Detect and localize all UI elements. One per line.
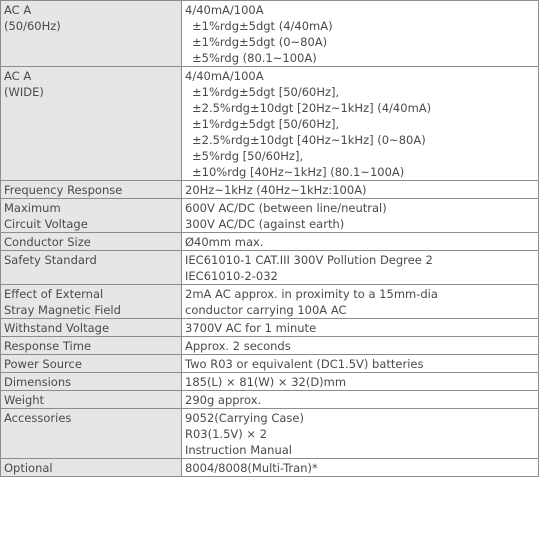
spec-label-line: (50/60Hz) (4, 19, 61, 33)
spec-value-cell (182, 1, 539, 67)
specifications-table-body (1, 1, 539, 477)
spec-label-line: Withstand Voltage (4, 321, 110, 335)
spec-value-line: 20Hz~1kHz (40Hz~1kHz:100A) (185, 183, 367, 197)
spec-label-line: Dimensions (4, 375, 72, 389)
spec-label-line: Weight (4, 393, 45, 407)
spec-value-cell (182, 391, 539, 409)
spec-value-line: ±10%rdg [40Hz~1kHz] (80.1~100A) (192, 165, 405, 179)
spec-value-cell (182, 251, 539, 285)
spec-value-line: Approx. 2 seconds (185, 339, 291, 353)
spec-row (1, 355, 539, 373)
spec-row (1, 181, 539, 199)
spec-value-line: ±1%rdg±5dgt [50/60Hz], (192, 85, 340, 99)
spec-label-line: Safety Standard (4, 253, 97, 267)
spec-value-cell (182, 285, 539, 319)
spec-value-line: ±1%rdg±5dgt (4/40mA) (192, 19, 333, 33)
spec-row (1, 285, 539, 319)
spec-value-line: conductor carrying 100A AC (185, 303, 347, 317)
spec-label-line: Effect of External (4, 287, 104, 301)
spec-label-cell (1, 199, 182, 233)
spec-value-cell (182, 459, 539, 477)
spec-value-line: IEC61010-2-032 (185, 269, 278, 283)
spec-label-cell (1, 409, 182, 459)
spec-value-line: Ø40mm max. (185, 235, 264, 249)
spec-label-cell (1, 285, 182, 319)
spec-label-cell (1, 337, 182, 355)
spec-value-line: 4/40mA/100A (185, 3, 264, 17)
spec-value-cell (182, 355, 539, 373)
spec-label-line: Power Source (4, 357, 82, 371)
spec-value-line: ±5%rdg [50/60Hz], (192, 149, 304, 163)
spec-row (1, 251, 539, 285)
spec-row (1, 199, 539, 233)
spec-value-line: IEC61010-1 CAT.III 300V Pollution Degree 2 (185, 253, 433, 267)
spec-row (1, 319, 539, 337)
spec-value-line: R03(1.5V) × 2 (185, 427, 268, 441)
spec-value-line: ±5%rdg (80.1~100A) (192, 51, 317, 65)
spec-label-cell (1, 67, 182, 181)
spec-value-line: 290g approx. (185, 393, 262, 407)
spec-row (1, 337, 539, 355)
spec-row (1, 67, 539, 181)
spec-label-line: Stray Magnetic Field (4, 303, 121, 317)
spec-value-line: 600V AC/DC (between line/neutral) (185, 201, 387, 215)
spec-value-cell (182, 409, 539, 459)
spec-label-cell (1, 355, 182, 373)
spec-label-cell (1, 459, 182, 477)
spec-row (1, 391, 539, 409)
spec-value-line: 185(L) × 81(W) × 32(D)mm (185, 375, 347, 389)
spec-label-line: Circuit Voltage (4, 217, 88, 231)
spec-row (1, 459, 539, 477)
spec-label-line: AC A (4, 69, 32, 83)
spec-label-cell (1, 391, 182, 409)
spec-value-line: Two R03 or equivalent (DC1.5V) batteries (185, 357, 424, 371)
spec-value-line: 4/40mA/100A (185, 69, 264, 83)
spec-value-line: Instruction Manual (185, 443, 292, 457)
spec-label-line: Maximum (4, 201, 61, 215)
spec-value-line: 3700V AC for 1 minute (185, 321, 317, 335)
spec-value-cell (182, 373, 539, 391)
spec-value-cell (182, 181, 539, 199)
spec-label-line: Accessories (4, 411, 72, 425)
spec-label-cell (1, 1, 182, 67)
spec-label-line: Frequency Response (4, 183, 123, 197)
spec-label-line: Response Time (4, 339, 92, 353)
spec-label-line: AC A (4, 3, 32, 17)
spec-value-line: 2mA AC approx. in proximity to a 15mm-dia (185, 287, 438, 301)
spec-row (1, 409, 539, 459)
spec-value-line: 300V AC/DC (against earth) (185, 217, 345, 231)
spec-label-line: Conductor Size (4, 235, 91, 249)
spec-label-cell (1, 233, 182, 251)
spec-row (1, 373, 539, 391)
spec-label-line: Optional (4, 461, 53, 475)
spec-value-line: 9052(Carrying Case) (185, 411, 304, 425)
spec-label-line: (WIDE) (4, 85, 44, 99)
spec-value-line: ±2.5%rdg±10dgt [40Hz~1kHz] (0~80A) (192, 133, 426, 147)
spec-label-cell (1, 251, 182, 285)
spec-value-line: 8004/8008(Multi-Tran)* (185, 461, 318, 475)
spec-value-cell (182, 337, 539, 355)
spec-value-cell (182, 233, 539, 251)
spec-value-line: ±1%rdg±5dgt (0~80A) (192, 35, 328, 49)
spec-label-cell (1, 319, 182, 337)
spec-value-cell (182, 67, 539, 181)
spec-label-cell (1, 373, 182, 391)
spec-value-cell (182, 199, 539, 233)
spec-row (1, 233, 539, 251)
spec-value-cell (182, 319, 539, 337)
spec-label-cell (1, 181, 182, 199)
spec-value-line: ±1%rdg±5dgt [50/60Hz], (192, 117, 340, 131)
spec-value-line: ±2.5%rdg±10dgt [20Hz~1kHz] (4/40mA) (192, 101, 432, 115)
spec-row (1, 1, 539, 67)
